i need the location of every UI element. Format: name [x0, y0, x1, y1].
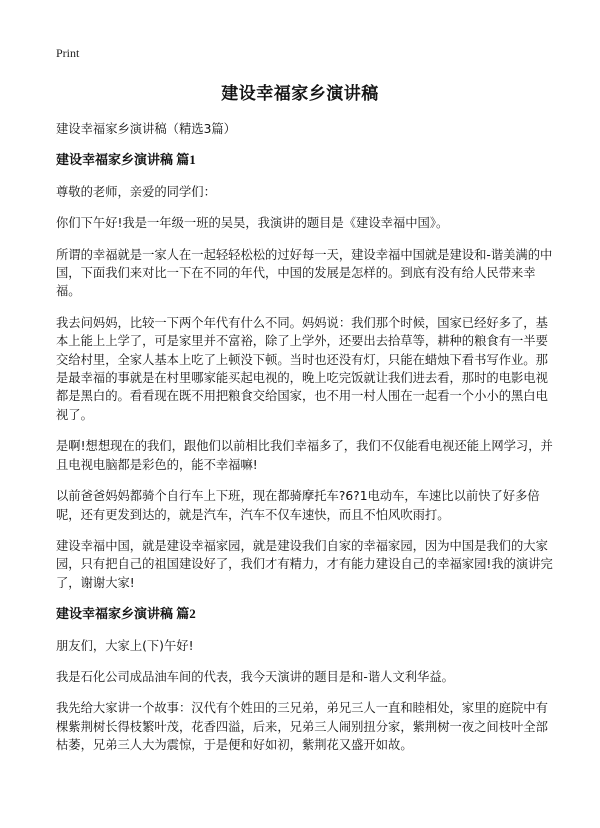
paragraph: 所谓的幸福就是一家人在一起轻轻松松的过好每一天，建设幸福中国就是建设和-谐美满的中国，下面我们来对比一下在不同的年代，中国的发展是怎样的。到底有没有给人民带来幸福。	[56, 247, 553, 299]
paragraph: 你们下午好!我是一年级一班的吴昊，我演讲的题目是《建设幸福中国》。	[56, 216, 449, 231]
print-label: Print	[56, 46, 80, 60]
paragraph: 朋友们，大家上(下)午好!	[56, 638, 194, 653]
section-heading-1: 建设幸福家乡演讲稿 篇1	[56, 152, 196, 168]
paragraph: 我去问妈妈，比较一下两个年代有什么不同。妈妈说：我们那个时候，国家已经好多了，基本上能上上学了，可是家里并不富裕，除了上学外，还要出去拾草等，耕种的粮食有一半要交给村里，全家人基本上吃了上顿没下顿。当时也还没有灯，只能在蜡烛下看书写作业。那是最幸福的事就是在村里哪家能买起电视的，晚上吃完饭就让我们进去看，那时的电影电视都是黑白的。看看现在既不用把粮食交给国家，也不用一村人围在一起看一个小小的黑白电视了。	[56, 315, 548, 422]
paragraph: 以前爸爸妈妈都骑个自行车上下班，现在都骑摩托车?6?1电动车，车速比以前快了好多倍呢，还有更发到达的，就是汽车，汽车不仅车速快，而且不怕风吹雨打。	[56, 489, 540, 522]
paragraph: 尊敬的老师，亲爱的同学们：	[56, 184, 216, 199]
paragraph: 我先给大家讲一个故事：汉代有个姓田的三兄弟，弟兄三人一直和睦相处，家里的庭院中有棵紫荆树长得枝繁叶茂，花香四溢，后来，兄弟三人闹别扭分家，紫荆树一夜之间枝叶全部枯萎，兄弟三人大为震惊，于是便和好如初，紫荆花又盛开如故。	[56, 701, 548, 753]
paragraph: 是啊!想想现在的我们，跟他们以前相比我们幸福多了，我们不仅能看电视还能上网学习，并且电视电脑都是彩色的，能不幸福嘛!	[56, 439, 553, 472]
section-heading-2: 建设幸福家乡演讲稿 篇2	[56, 606, 196, 622]
document-subtitle: 建设幸福家乡演讲稿（精选3篇）	[56, 122, 236, 136]
paragraph: 我是石化公司成品油车间的代表，我今天演讲的题目是和-谐人文利华益。	[56, 669, 454, 684]
document-title: 建设幸福家乡演讲稿	[221, 84, 379, 104]
document-body	[56, 120, 560, 768]
paragraph: 建设幸福中国，就是建设幸福家园，就是建设我们自家的幸福家园，因为中国是我们的大家园，只有把自己的祖国建设好了，我们才有精力，才有能力建设自己的幸福家园!我的演讲完了，谢谢大家!	[56, 538, 553, 590]
